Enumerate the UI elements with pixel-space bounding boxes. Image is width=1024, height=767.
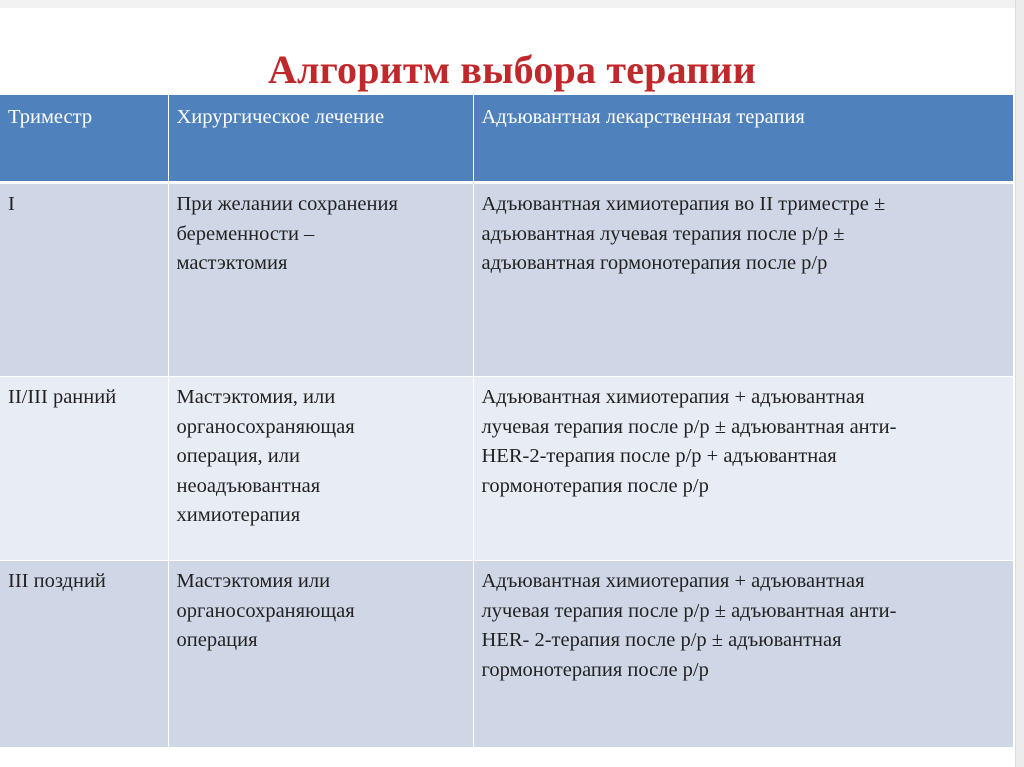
cell-adjuvant: Адъювантная химиотерапия + адъювантная лучевая терапия после р/р ± адъювантная анти- HER-2-терапия после р/р + адъювантная гормонотерапия после р/р [473,377,1013,561]
cell-trimester: III поздний [0,561,168,748]
cell-surgery: Мастэктомия, или органосохраняющая операция, или неоадъювантная химиотерапия [168,377,473,561]
therapy-table [0,95,1013,747]
slide-top-edge [0,0,1024,8]
slide-right-edge [1015,0,1024,767]
table-header-row [0,95,1013,183]
table-row [0,183,1013,377]
cell-trimester: II/III ранний [0,377,168,561]
cell-surgery: Мастэктомия или органосохраняющая операция [168,561,473,748]
cell-trimester: I [0,183,168,377]
cell-adjuvant: Адъювантная химиотерапия во II триместре ± адъювантная лучевая терапия после р/р ± адъювантная гормонотерапия после р/р [473,183,1013,377]
header-surgery: Хирургическое лечение [168,95,473,183]
header-trimester: Триместр [0,95,168,183]
header-adjuvant: Адъювантная лекарственная терапия [473,95,1013,183]
table-row [0,561,1013,748]
table-row [0,377,1013,561]
cell-surgery: При желании сохранения беременности – мастэктомия [168,183,473,377]
slide-title: Алгоритм выбора терапии [267,47,757,92]
cell-adjuvant: Адъювантная химиотерапия + адъювантная лучевая терапия после р/р ± адъювантная анти- HER- 2-терапия после р/р ± адъювантная гормонотерапия после р/р [473,561,1013,748]
